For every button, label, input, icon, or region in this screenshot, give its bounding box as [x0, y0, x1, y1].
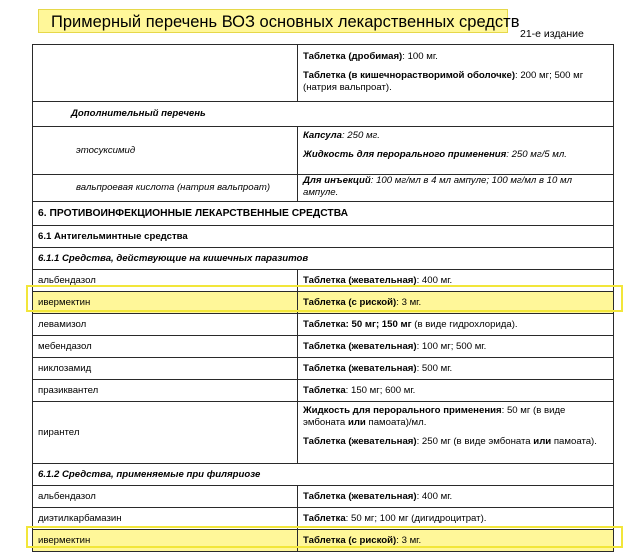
form-cell: Таблетка (с риской): 3 мг. — [298, 292, 614, 314]
form-cell: Таблетка (дробимая): 100 мг. Таблетка (в кишечнорастворимой оболочке): 200 мг; 500 мг (натрия вальпроат). — [298, 45, 614, 102]
table-row — [33, 175, 614, 202]
table-row — [33, 464, 614, 486]
form-cell: Жидкость для перорального применения: 50 мг (в виде эмбоната или памоата)/мл. Таблетка (жевательная): 250 мг (в виде эмбоната или памоата). — [298, 402, 614, 464]
form-cell: Таблетка (жевательная): 400 мг. — [298, 270, 614, 292]
table-row-highlighted — [33, 292, 614, 314]
table-row — [33, 202, 614, 226]
drug-cell: диэтилкарбамазин — [33, 508, 298, 530]
drug-cell: ивермектин — [33, 292, 298, 314]
form-cell: Таблетка (жевательная): 500 мг. — [298, 358, 614, 380]
table-row — [33, 45, 614, 102]
drug-cell: вальпроевая кислота (натрия вальпроат) — [33, 175, 298, 202]
table-row — [33, 102, 614, 127]
section-header: 6.1 Антигельминтные средства — [33, 226, 614, 248]
drug-cell: никлозамид — [33, 358, 298, 380]
section-header: 6. ПРОТИВОИНФЕКЦИОННЫЕ ЛЕКАРСТВЕННЫЕ СРЕДСТВА — [33, 202, 614, 226]
medicines-table — [32, 44, 614, 552]
table-row — [33, 380, 614, 402]
drug-cell: этосуксимид — [33, 127, 298, 175]
drug-cell: пирантел — [33, 402, 298, 464]
form-cell: Таблетка (жевательная): 100 мг; 500 мг. — [298, 336, 614, 358]
table-row — [33, 270, 614, 292]
form-cell: Таблетка: 150 мг; 600 мг. — [298, 380, 614, 402]
subsection-header: Дополнительный перечень — [33, 102, 614, 127]
drug-cell: мебендазол — [33, 336, 298, 358]
form-cell: Для инъекций: 100 мг/мл в 4 мл ампуле; 100 мг/мл в 10 мл ампуле. — [298, 175, 614, 202]
table-row — [33, 127, 614, 175]
table-row — [33, 486, 614, 508]
drug-cell — [33, 45, 298, 102]
table-row — [33, 248, 614, 270]
subsection-header: 6.1.2 Средства, применяемые при филяриозе — [33, 464, 614, 486]
form-cell: Капсула: 250 мг. Жидкость для перорального применения: 250 мг/5 мл. — [298, 127, 614, 175]
form-cell: Таблетка (с риской): 3 мг. — [298, 530, 614, 552]
form-cell: Таблетка (жевательная): 400 мг. — [298, 486, 614, 508]
edition-label: 21-е издание — [520, 28, 584, 40]
table-row — [33, 402, 614, 464]
drug-cell: празиквантел — [33, 380, 298, 402]
table-row — [33, 314, 614, 336]
subsection-header: 6.1.1 Средства, действующие на кишечных паразитов — [33, 248, 614, 270]
page-title: Примерный перечень ВОЗ основных лекарственных средств — [38, 9, 508, 33]
table-row — [33, 336, 614, 358]
drug-cell: альбендазол — [33, 486, 298, 508]
table-row — [33, 508, 614, 530]
drug-cell: альбендазол — [33, 270, 298, 292]
form-cell: Таблетка: 50 мг; 100 мг (дигидроцитрат). — [298, 508, 614, 530]
table-row — [33, 358, 614, 380]
table-row-highlighted — [33, 530, 614, 552]
drug-cell: ивермектин — [33, 530, 298, 552]
drug-cell: левамизол — [33, 314, 298, 336]
table-row — [33, 226, 614, 248]
form-cell: Таблетка: 50 мг; 150 мг (в виде гидрохлорида). — [298, 314, 614, 336]
